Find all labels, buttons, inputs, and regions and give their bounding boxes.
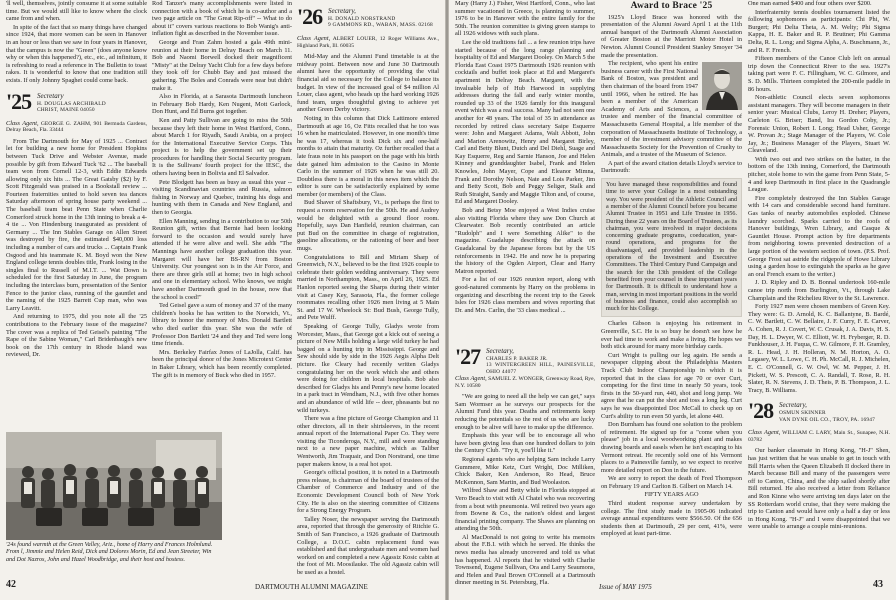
class-agent-label: Class Agent, bbox=[297, 35, 331, 42]
paragraph: 'll well, themselves, jointly consume it at some suitable time. But we would still like to know where the clock came from and when. bbox=[6, 0, 147, 23]
secretary-address: CHRIST, MAINE 04050 bbox=[37, 106, 95, 113]
class-year: '27 bbox=[455, 344, 481, 369]
paragraph: Ellen Manning, sending in a contribution to our 50th Reunion gift, writes that Bernie had been looking forward to the occasion and would surely have attended if he were alive and well. She adds "The Mannings have another college graduation this year. Margaret will have her BS-RN from Boston University. Our youngest son is in the Air Force, and there are three girls still at home; two in high school and one in elementary school. Who knows, we might have another Dartmouth grad in the house, now that the school is coed!" bbox=[152, 217, 292, 301]
paragraph: Al MacDonald is not going to write his memoirs about the F.B.I. with which he served. He thinks the news media has already uncovered and told us what has happened. Al reports that he visited with Charlie Townsend, Eugene Sullivan, Ora and Larry Seaumons, and Helen and Paul Brown O'Connell at a Dartmouth dinner meeting in St. Petersburg, Fla. bbox=[455, 533, 595, 587]
portrait-image bbox=[702, 62, 742, 110]
class-agent-label: Class Agent, bbox=[748, 429, 781, 437]
paragraph: Fifteen members of the Canoe Club left on annual trip down the Connecticut River to the sea. 1927's taking part were F. C. Fillingham, W. C. Gilmore, and S. D. Mills. Thirteen completed the 200-mile paddle in 86 hours. bbox=[748, 55, 890, 93]
paragraph: Mid-May and the Alumni Fund timetable is at the midway point. Between now and June 30 Dartmouth alumni have the opportunity of providing the vital financial aid so necessary for the College to balance its budget. In view of the increased goal of $4 million Al Louer, class agent, who heads up the hard working 1926 fund team, urges thoughtful giving to achieve yet another Green Derby victory. bbox=[297, 53, 439, 114]
right-page bbox=[449, 0, 896, 600]
class-agent-text: WILLIAM C. LARY, Main St., Sunapee, N.H. 03782 bbox=[748, 430, 890, 443]
left-page bbox=[0, 0, 445, 600]
page-number: 43 bbox=[873, 579, 883, 590]
paragraph: Fire completely destroyed the Inn Stables Garage with 14 cars and considerable second hand furniture. Gas tanks of nearby automobiles exploded. Chinese laundry scorched. Sparks carried to the roofs of Hanover buildings, Wren Library, and Casque & Gauntlet House. Prompt action by fire departments from neighboring towns prevented destruction of a large portion of the western section of town. (P.S. Prof. George Frost sat astride the ridgepole of Howe Library using a garden hose to extinguish the sparks as he gave an oral French exam to the writer.) bbox=[748, 194, 890, 278]
paragraph: Don Burnham has found one solution to the problem of retirement. He signed up for a "come when you please" job in a local woodworking plant and makes drawing boards and easels when he isn't escaping to his Vermont retreat. He recently sold one of his Vermont places to a Painesville family, so we expect to receive more detailed report on Don in the future. bbox=[601, 421, 742, 474]
paragraph: George's official position, it is noted in a Dartmouth press release, is chairman of the board of trustees of the Chamber of Commerce and Industry and of the Economic Development Council both of New York City. He is also on the steering committee of Citizens for a Strong Energy Program. bbox=[297, 469, 439, 515]
photo-caption: '24s found warmth at the Green Valley, Ariz., home of Harry and Frances Holmlund. From l, Jimmie and Helen Reid, Dick and Dolores Morin, Ed and Jean Streeter, Win and Dot Nazros, John and Hazel Woodbridge, and their host and hostess. bbox=[6, 542, 213, 563]
paragraph: Charles Gibson is enjoying his retirement in Greenville, S.C. He is so busy he doesn't see how he ever had time to work and make a living. He hopes we both stick around for many more birthday cards. bbox=[601, 320, 742, 351]
group-photo-image bbox=[6, 432, 222, 540]
secretary-label: Secretary, bbox=[779, 401, 807, 410]
paragraph: Forty 1927 men were chosen members of Green Key. They were: G. D. Arnold, K. C. Ballantyne, B. Bardé, C. W. Bartlett, C. W. Bellaire, J. F. Curry, F. E. Carver, A. Cohen, R. J. Covert, W. C. Crusak, J. A. Davis, H. S. Day, H. L. Dwyer, W. C. Elliott, W. H. Fryberger, R. D. Funkhouser, J. H. Fuqua, C. W. Gilmore, F. H. Gramley, R. L. Head, J. H. Holleran, N. M. Horton, A. O. Legasey, W. L. Lowe, C. H. Ph. McCall, R. J. Michelen, E. C. O'Connell, G. W. Owl, W. M. Pepper, J. H. Pickett, W. S. Prescott, C. A. Randall, T. Rose, R. H. Slater, R. N. Stevens, J. D. Theis, P. B. Thompson, J. L. Tracy, B. Williams. bbox=[748, 303, 890, 394]
paragraph: Also in Florida, at a Sarasota Dartmouth luncheon in February Bob Hardy, Ken Nugent, Mott Garlock, Don Hunt, and Ed Burns got together. bbox=[152, 93, 292, 116]
paragraph: For a list of our 1926 reunion report, along with good-natured comments by Harry on the problems in organizing and describing the recent trip to the Greek Isles for 1926 class members and wives reporting that Dr. and Mrs. Carlin, the '33 class medical ... bbox=[455, 276, 595, 314]
issue-label: Issue of MAY 1975 bbox=[599, 583, 652, 591]
class-agent-text: SAMUEL Z. WONGER, Greenway Road, Rye, N.Y. 10580 bbox=[455, 376, 595, 389]
class-agent-text: GEORGE G. ZAHM, 901 Bermuda Gardens, Delray Beach, Fla. 33444 bbox=[6, 120, 147, 134]
paragraph: A part of the award citation details Lloyd's service to Dartmouth: bbox=[601, 159, 742, 175]
class-agent bbox=[748, 430, 890, 443]
paragraph: Congratulations to Bill and Miriam Sharp of Greenwich, N.Y., believed to be the first 1926 couple to celebrate their golden wedding anniversary. They were married in Northampton, Mass., on April 26, 1925. Ed Hanlon reported seeing the Sharps during their winter visit at Casey Key, Sarasota, Fla., the former college roommates recalling other 1926 men living at 5 Main St. and 17 W. Wheelock St: Bud Bush, George Tully, and Pete Wulff. bbox=[297, 253, 439, 322]
paragraph: Mary (Harry J.) Fisher, West Hartford, Conn., who last summer vacationed in Greece, is planning to summer, 1976 to be in Hanover with the entire family for the 50th. The reunion committee is giving green stamps to all 1926 widows with such plans. bbox=[455, 0, 595, 38]
left-column-3 bbox=[297, 0, 439, 578]
class-agent-label: Class Agent, bbox=[455, 375, 487, 382]
paragraph: There was a fine picture of George Champion and 11 other directors, all in their shirtsleeves, in the recent annual report of the International Paper Co. They were visiting the Ticonderoga, N.Y., mill and were standing next to a new paper machine, which as Taliber Wentworth, Jim Traquair, and Don Norstrand, one time paper makers know, is a real hot spot. bbox=[297, 415, 439, 468]
paragraph: Our banker classmate in Hong Kong, "H-J" Shen, has just written that he was unable to get in touch with Bill Harris when the Queen Elizabeth II docked there in March because Bill and many of the passengers were off to Canton, China, and the ship sailed shortly after Bill returned. He also received a letter from Reliance and Ron Kinne who were arriving ten days later on the SS Rotterdam world cruise, that they were making the trip to Canton and would have only a half a day or less in Hong Kong. "H-J" and I were disappointed that we were unable to arrange a couple mini-reunions. bbox=[748, 447, 890, 531]
right-column-1-upper bbox=[455, 0, 595, 314]
paragraph: J. D. Ripley and D. B. Bonnal undertook 160-mile canoe trip north from Burlington, Vt., through Lake Champlain and the Richelieu River to the St. Lawrence. bbox=[748, 279, 890, 302]
secretary-label: Secretary, bbox=[486, 347, 514, 355]
paragraph: Ted Geisel gave a sum of money and 37 of the many children's books he has written to the Norwich, Vt., library to honor the memory of Mrs. Donald Bartlett who died earlier this year. She was the wife of Professor Don Bartlett '24 and they and Ted were long time friends. bbox=[152, 302, 292, 348]
paragraph: We are sorry to report the death of Fred Thompson on February 19 and Carlton B. Gilbert on March 14. bbox=[601, 475, 742, 490]
page-number: 42 bbox=[6, 579, 16, 590]
secretary-name: OSMUN SKINNER bbox=[779, 410, 826, 417]
paragraph: The recipient, who spent his entire business career with the First National Bank of Boston, was president and then chairman of the board from 1947 until 1966, when he retired. He has been a member of the American Academy of Arts and Sciences, a trustee and member of the financial committee of Massachusetts General Hospital, a life member of the corporation of Massachusetts Institute of Technology, a member of the investment advisory committee of the Massachusetts Society for the Prevention of Cruelty to Animals, and a trustee of the Museum of Science. bbox=[601, 60, 742, 159]
paragraph: Wilfred Shaw and Betty while in Florida stopped at Vero Beach to visit with Al Chatel who was recovering from a bout with pneumonia. Wil retired two years ago from Bowne & Co., the nation's oldest and largest financial printing company. The Shaws are planning on attending the 50th. bbox=[455, 487, 595, 533]
class-agent bbox=[297, 36, 439, 49]
class-agent bbox=[6, 121, 147, 134]
class-header-25 bbox=[6, 89, 147, 117]
award-title: Award to Brace '25 bbox=[630, 1, 713, 11]
paragraph: Interfraternity tennis doubles tournament listed the following sophomores as participants: Chi Phi, W. Burgert; Phi Delta Theta, A. M. Welty; Phi Sigma Kappa, H. E. Baker and R. P. Bruttner; Phi Gamma Delta, R. L. Long; and Sigma Alpha, A. Buschmann, Jr., and R. F. French. bbox=[748, 8, 890, 54]
paragraph: Bob and Betsy Moe enjoyed a West Indies cruise also visiting Florida where they saw Don Church at Clearwater. Bob recently contributed an article "Rudolph" and I were Something Alike" to the magazine. Guadalupe describing the attack on Guadalcanal by the Japanese forces but by the US reinforcements in 1942. He and now he is preparing the history of the Ogden Airport, Clear and Harry Matron reported. bbox=[455, 207, 595, 275]
secretary-name: H. DONALD NORSTRAND bbox=[328, 16, 396, 22]
class-year: '26 bbox=[297, 4, 323, 29]
paragraph: "We are going to need all the help we can get," says Sam Wormser as he surveys our prospects for the Alumni Fund this year. Deaths and retirements keep reducing the potentials so the rest of us who are lucky enough to be alive will have to make up the difference. bbox=[455, 393, 595, 431]
paragraph: Lee the old traditions fail ... a few reunion trips have started because of the long range planning and hospitality of Ed and Margaret Dooley. On March 5 the Florida East Coast 1975 Dartmouth 1926 reunion with cocktails and buffet took place at Ed and Margaret's apartment in Delray Beach. Margaret, with the invaluable help of Hub Harwood in supplying addresses during the fall and early winter months, rounded up 33 of the 1926 family for this inaugural event which was a real success. Many had not seen one another for 48 years. The total of 35 in attendance as recorded by retired class secretary Saipe Esquerre were: John and Margaret Adams, Walt Abbott, John and Marion Arenowitz, Henry and Margaret Birley, Carl and Betty Blunt, Dutch and Del Diehl, Suage and Kay Esquerre, Reg and Sarnie Hanson, Joe and Helen Kinney and granddaughter Isabel, Frank and Helen Knowles, John Mayer, Cope and Eleanor Mimna, Frank and Dorothy Nelson, Nate and Lois Parker, Jim and Betty Scott, Bob and Peggy Seliger, Stalk and Ruth Straight, Sandy and Maggie Tilton and, of course, Ed and Margaret Dooley. bbox=[455, 38, 595, 206]
left-column-2 bbox=[152, 0, 292, 430]
secretary-address: 13 WINTERGREEN HILL, PAINESVILLE, OHIO 44077 bbox=[486, 362, 595, 375]
award-citation: You have managed these responsibilities and found time to serve your College in a most outstanding way. You were president of the Athletic Council and a member of the Alumni Council before you became Alumni Trustee in 1951 and Life Trustee in 1956. During these 22 years on the Board of Trustees, as its chairman, you were involved in major decisions concerning graduate programs, coeducation, year-round operations, and programs for the disadvantaged, and provided leadership in the operations of the Investment and Executive Committees. The Third Century Fund Campaign and the search for the 13th president of the College benefited from your counsel in these important years for Dartmouth. It is difficult to understand how a man, serving in most important positions in the world of business and finance, could also accomplish so much for his College. bbox=[601, 178, 742, 317]
group-photo bbox=[6, 432, 222, 540]
paragraph: George and Fran Zahm hosted a gala 49th mini-reunion at their home in Delray Beach on March 11. Bob and Naomi Borwell docked their magnificent "Misty" at the Delray Yacht Club for a few days before they took off for Chubb Bay and just missed the gathering. The Boles and Conrads were near but didn't make it. bbox=[152, 38, 292, 92]
secretary-name: CHARLES P. BAKER JR. bbox=[486, 356, 548, 362]
secretary-label: Secretary, bbox=[328, 7, 356, 15]
paragraph: Pete Blodgett has been as busy as usual this year -- visiting Scandinavian countries and Russia, salmon fishing in Norway and Quebec, training his dogs and hunting with them in Canada and New England, and then to Georgia. bbox=[152, 178, 292, 217]
class-header-27 bbox=[455, 344, 595, 375]
paragraph: Emphasis this year will be to encourage all who have been giving less than one hundred dollars to join the Century Club. "Try it, you'll like it." bbox=[455, 432, 595, 455]
class-header-28 bbox=[748, 398, 890, 426]
secretary-label: Secretary bbox=[37, 91, 64, 100]
paragraph: Third student response survey undertaken by college. The first study made in 1905-06 indicated average annual expenditures were $566.50. Of the 656 students then at Dartmouth, 29 per cent, 41%, were employed at least part-time. bbox=[601, 500, 742, 538]
right-column-3 bbox=[748, 0, 890, 578]
class-year: '25 bbox=[6, 88, 32, 114]
paragraph: Talley Noser, the newspaper serving the Dartmouth area, reported that through the generosity of Ritchie G. Smith of San Francisco, a 1926 graduate of Dartmouth College, a D.O.C. cabin replacement fund was established and that undergraduate men and women had worked on and completed a new Agassiz Kosic cabin at the foot of Mt. Moosilauke. The old Agassiz cabin will be used as a hostel. bbox=[297, 515, 439, 576]
paragraph: Ken and Patty Sullivan are going to miss the 50th because they left their home in West Hartford, Conn., about March 1 for Riyadh, Saudi Arabia, on a project for the International Executive Service Corps. This project is to help the government set up their procedures for handling their Social Security program. It is the Sullivans' fourth project for the IESC, the others having been in Bolivia and El Salvador. bbox=[152, 116, 292, 178]
paragraph: Non-athletic Council elects seven sophomores assistant managers. They will become managers in their senior year: Musical Clubs, Leroy H. Dreher; Players, Carleton G. Briser; Band, Ira Gordon Coby, Jr.; Forensic Union, Robert I. Long; Head Usher, George W. Provan Jr.; Stage Manager of the Players, W. Cole Jay, Jr.; Business Manager of the Players, Stuart W. Cleaveland. bbox=[748, 94, 890, 155]
paragraph: 1925's Lloyd Brace was honored with the presentation of the Alumni Award April 1 at the 11th annual banquet of the Dartmouth Alumni Association of Greater Boston at the Marriott Motor Hotel in Newton. Alumni Council President Stanley Smoyer '34 made the presentation. bbox=[601, 13, 742, 59]
fifty-years-ago-heading: FIFTY YEARS AGO bbox=[644, 491, 699, 499]
magazine-name: DARTMOUTH ALUMNI MAGAZINE bbox=[255, 583, 368, 591]
paragraph: From The Dartmouth for May of 1925 ... Contract let for building a new home for President Hopkins between Tuck Drive and Webster Avenue, made possible by gift from Edward Tuck '62 ... The baseball team won from Cornell 12-3, with Eddie Edwards allowing only six hits ... The Great Gatsby ($2) by F. Scott Fitzgerald was praised in a Bookstall review ... Fourteen fraternities united to hold seven tea dances Saturday afternoon of spring house party weekend ... The baseball team beat Penn State when Charlie Comerford struck home in the 13th inning to break a 4-4 tie ... Von Hindenburg inaugurated as president of Germany ... The Inn Stables Garage on Allen Street was destroyed by fire, the estimated $40,000 loss including a number of cars and trucks ... Captain Frank Osgood and his teammate K. M. Boyd won the New England college tennis doubles title, Frank losing in the singles final to Russell of M.I.T. ... Wat Down is scheduled for the first Saturday in June, the program including the interclass burn, presentation of the Senior Fence to the junior class, running of the gauntlet and the naming of the 1925 Barrett Cup man, who was Larry Leavitt. bbox=[6, 137, 147, 312]
paragraph: One man earned $400 and four others over $200. bbox=[748, 0, 872, 7]
paragraph: Curt Wright is pulling our leg again. He sends a newspaper clipping about the Philadelphia Masters Track Club Indoor Championship in which it is reported that in the class for age 70 or over Curt, competing for the first time in nearly 50 years, took firsts in the 50-yard run, 440, shot and long jump. We agree that he can put the shot and toss a long leg. Curt says he was disappointed Doc McCall to check up on Curt's ability to run even 50 yards, let alone 440. bbox=[601, 351, 742, 420]
class-header-26 bbox=[297, 4, 439, 32]
left-column-1 bbox=[6, 0, 147, 430]
class-agent-text: ALBERT LOUER, 12 Roger Williams Ave., Highland Park, Ill. 60035 bbox=[297, 36, 440, 49]
secretary-address: 9 GAMMONS RD., WABAN, MASS. 02168 bbox=[328, 22, 433, 29]
paragraph: In spite of the fact that so many things have changed since 1924, that more women can be seen in Hanover in an hour or less than we saw in four years in Hanover, that the campus is now the "Green" (does anyone know why or when this happened?), etc., etc., ad infinitum, it is refreshing to read a reference in The Bulletin to toast rakes. It is wonderful to know that one tradition still exists. If only Johnny Spaghet could come back. bbox=[6, 23, 147, 84]
class-year: '28 bbox=[748, 398, 774, 424]
secretary-address: VAN DYNE OIL CO., TROY, PA. 16947 bbox=[779, 416, 876, 423]
paragraph: And returning to 1975, did you note all the '25 contributions to the February issue of the magazine? The cover was a replica of Ted Geisel's painting "The Rape of the Sabine Woman," Carl Bridenbaugh's new book on the 17th century in Rhode Island was reviewed, Dr. bbox=[6, 313, 147, 359]
paragraph: Noting in this column that Dick Lattimore entered Dartmouth at age 16, Oz Fitts recalled that he too was 16 when he matriculated. However, in one month's time he was 17, whereas it took Dick six and one-half months to attain that maturity. Oz further recalled that a late fraus note in his passport on the page with his birth date gained him admission to the Casino in Monte Carlo in the summer of 1926 when he was still 20. Doubtless there is a moral in this news item which the editor is sure can be satisfactorily explained by some member (or members) of the Class. bbox=[297, 114, 439, 198]
paragraph: Regional agents who are helping Sam include Larry Gummere, Mike Ketz, Curt Wright, Doc Milliken, Chick Baker, Ken Anderson, Ro Head, Bruce McKennon, Sam Martin, and Bud Woolaston. bbox=[455, 455, 595, 486]
portrait-photo bbox=[702, 62, 742, 110]
paragraph: Rod Tanzer's many accomplishments were listed in connection with a book of which he is co-author and a two page article on "The Great Rip-off" -- What to do about it" covers various reactions to Bob Wanig's anti-inflation fight as described in the November issue. bbox=[152, 0, 292, 38]
class-agent-label: Class Agent, bbox=[6, 119, 39, 127]
paragraph: With two out and two strikes on the batter, in the bottom of the 13th inning, Comerford, the Dartmouth pitcher, stole home to win the game from Penn State, 5-4 and keep Dartmouth in first place in the Quadrangle League. bbox=[748, 155, 890, 194]
class-agent bbox=[455, 376, 595, 389]
paragraph: Speaking of George Tully, Gladys wrote from Worcester, Mass., that George got a kick out of seeing a picture of New Mills holding a large wild turkey he had bagged on a hunting trip in Mississippi. George and Sew should side by side in the 1926 Aegis Alpha Delt picture. Ike Cleary had recently written Gladys congratulating her on the work which she and others were doing for children in local hospitals. Bob also described for Gladys his and Penny's new home located in a park tract in Wendham, N.J., with five other homes and an abundance of wild life -- deer, pheasants but no wild turkeys. bbox=[297, 322, 439, 414]
secretary-name: H. DOUGLAS ARCHIBALD bbox=[37, 100, 106, 107]
paragraph: Mrs. Berkeley Fairfax Jones of LaJolla, Calif. has been the principal donor of the Jones Microtext Center in Baker Library, which has been recently completed. The gift is in memory of Buck who died in 1957. bbox=[152, 348, 292, 379]
right-column-2 bbox=[601, 0, 742, 578]
paragraph: Bud Shaver of Shaftsbury, Vt., is perhaps the first to request a room reservation for the 50th. He and Audrey would be delighted with a ground floor room. Hopefully, says Dan Hanfield, reunion chairman, can put Bud on the committee in charge of registration, gasoline allocations, or the rationing of beer and beer mugs. bbox=[297, 199, 439, 253]
right-column-1-lower bbox=[455, 340, 595, 587]
